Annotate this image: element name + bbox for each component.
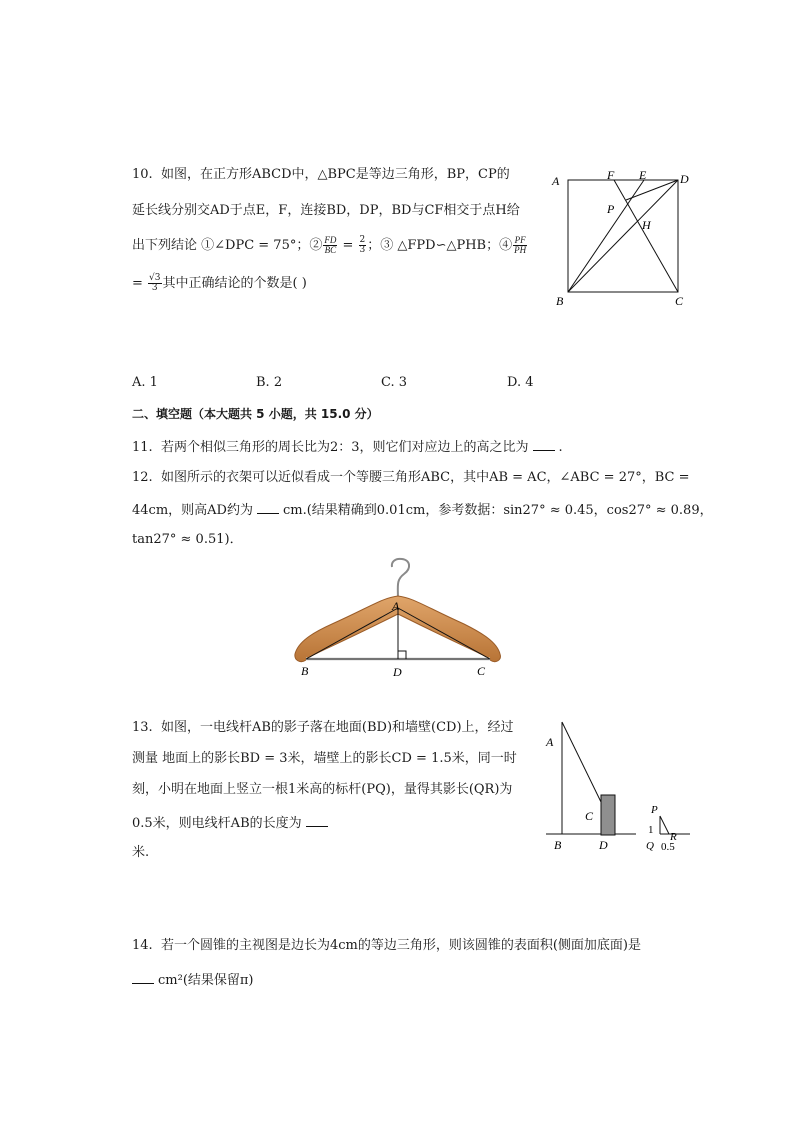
sun-ray: [562, 722, 601, 802]
q10-conclusions-b: ；③ △FPD∽△PHB；④: [367, 238, 513, 253]
choice-c: C. 3: [381, 375, 408, 390]
q13-pole-figure: [540, 718, 700, 858]
label-f: F: [607, 168, 615, 182]
q10-line-3: 出下列结论 ①∠DPC = 75°；② $\frac{FD}{BC}$ = $\frac{2}{3}$ ；③ △FPD∽△PHB；④ $\frac{PF}{PH}$: [132, 235, 527, 255]
choice-d: D. 4: [507, 375, 534, 390]
label-b: B: [556, 294, 564, 308]
choice-b: B. 2: [256, 375, 283, 390]
q10-square-figure: [548, 168, 698, 308]
label-one: 1: [648, 824, 654, 836]
label-d: D: [393, 665, 402, 679]
q10-fraction-pf-ph: $\frac{PF}{PH}$: [514, 235, 527, 255]
segment-be: [568, 180, 644, 292]
q12-hanger-figure: [292, 556, 504, 680]
label-a: A: [392, 599, 400, 613]
q10-fraction-2-3: $\frac{2}{3}$: [359, 235, 366, 255]
label-q: Q: [646, 840, 654, 852]
q10-fraction-sqrt3-3: $\frac{√3}{3}$: [149, 273, 161, 293]
label-d: D: [680, 172, 689, 186]
label-c: C: [585, 809, 594, 823]
q14-text-1: 若一个圆锥的主视图是边长为4cm的等边三角形，则该圆锥的表面积(侧面加底面)是: [160, 938, 641, 953]
label-h: H: [642, 218, 651, 232]
label-r: R: [670, 831, 677, 843]
q10-text-1: 如图，在正方形ABCD中，△BPC是等边三角形，BP，CP的: [160, 167, 510, 182]
q12-number: 12.: [132, 470, 153, 485]
q10-number: 10.: [132, 167, 153, 182]
label-c: C: [477, 664, 486, 678]
section-2-title: 二、填空题（本大题共 5 小题，共 15.0 分）: [132, 407, 379, 421]
q13-line-2: 测量 地面上的影长BD = 3米，墙壁上的影长CD = 1.5米，同一时: [132, 751, 517, 766]
hanger-hook: [392, 559, 409, 600]
segment-bd: [568, 180, 678, 292]
q13-line-3: 刻，小明在地面上竖立一根1米高的标杆(PQ)，量得其影长(QR)为: [132, 782, 513, 797]
label-b: B: [301, 664, 309, 678]
label-p: P: [607, 202, 615, 216]
q11-text: 若两个相似三角形的周长比为2：3，则它们对应边上的高之比为: [160, 440, 529, 455]
q10-conclusions-a: 出下列结论 ①∠DPC = 75°；②: [132, 238, 323, 253]
segment-dp: [626, 180, 678, 200]
q11-answer-blank: [533, 438, 555, 451]
ray-pr: [660, 816, 669, 834]
q13-line-4: 0.5米，则电线杆AB的长度为: [132, 814, 332, 832]
label-c: C: [675, 294, 684, 308]
q11-number: 11.: [132, 440, 153, 455]
q14-answer-blank: [132, 971, 154, 984]
label-p: P: [651, 804, 658, 816]
q11-line: 11. 若两个相似三角形的周长比为2：3，则它们对应边上的高之比为 .: [132, 440, 563, 455]
q12-text-1: 如图所示的衣架可以近似看成一个等腰三角形ABC，其中AB = AC，∠ABC = 27°，BC =: [160, 470, 690, 485]
label-half: 0.5: [661, 841, 675, 853]
q12-line-2: 44cm，则高AD约为 cm.(结果精确到0.01cm，参考数据：sin27° ≈ 0.45，cos27° ≈ 0.89，: [132, 503, 713, 518]
q10-line-1: [132, 167, 510, 183]
q13-answer-blank: [306, 814, 328, 827]
q10-question: 其中正确结论的个数是( ): [162, 276, 307, 291]
q13-number: 13.: [132, 720, 153, 735]
wall-cd: [601, 795, 615, 835]
label-a: A: [546, 735, 554, 749]
q12-line-3: tan27° ≈ 0.51)．: [132, 532, 243, 547]
q13-text-1: 如图，一电线杆AB的影子落在地面(BD)和墙壁(CD)上，经过: [160, 720, 514, 735]
q12-line-1: [132, 470, 690, 486]
label-e: E: [639, 168, 647, 182]
label-a: A: [552, 174, 560, 188]
q10-line-4: = $\frac{√3}{3}$ 其中正确结论的个数是( ): [132, 273, 307, 293]
q12-answer-blank: [257, 501, 279, 514]
label-d: D: [599, 838, 608, 852]
choice-a: A. 1: [132, 375, 158, 390]
q10-line-2: 延长线分别交AD于点E，F，连接BD，DP，BD与CF相交于点H给: [132, 203, 520, 218]
q14-line-2: cm²(结果保留π): [132, 971, 254, 989]
label-b: B: [554, 838, 562, 852]
q13-line-5: 米.: [132, 845, 150, 860]
q14-line-1: [132, 938, 641, 954]
q13-line-1: [132, 720, 514, 736]
q10-fraction-fd-bc: $\frac{FD}{BC}$: [324, 235, 337, 255]
q14-number: 14.: [132, 938, 153, 953]
